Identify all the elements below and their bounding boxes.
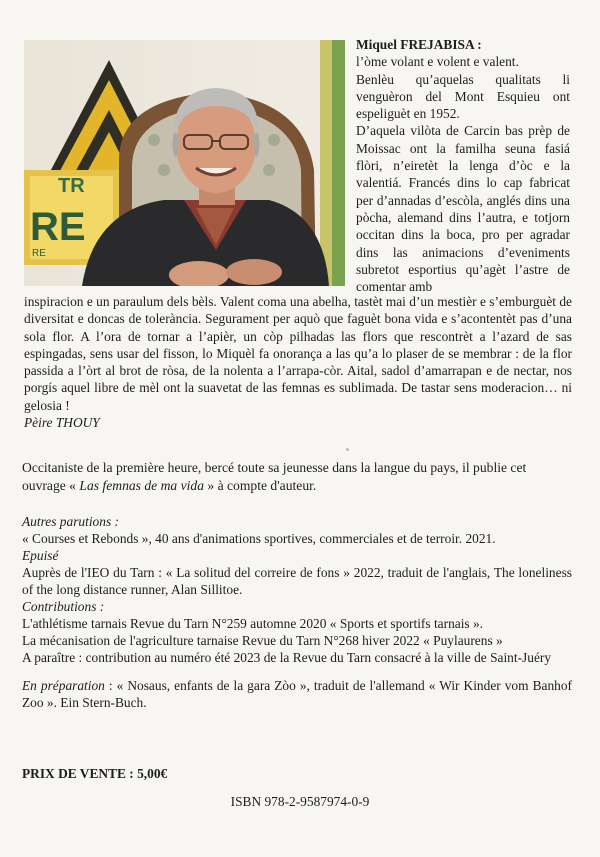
autres-label: Autres parutions : <box>22 514 119 529</box>
other-publications <box>22 513 572 711</box>
sign-letters-big: RE <box>30 205 86 249</box>
contribution-item-1: L'athlétisme tarnais Revue du Tarn N°259 automne 2020 « Sports et sportifs tarnais ». <box>22 616 484 631</box>
sign-letters-top: TR <box>58 175 85 197</box>
intro-column <box>356 36 570 295</box>
autres-item: « Courses et Rebonds », 40 ans d'animations sportives, commerciales et de terroir. 2021. <box>22 531 496 546</box>
sale-price: PRIX DE VENTE : 5,00€ <box>22 766 168 781</box>
preparation-label: En préparation <box>22 678 105 693</box>
preface-paragraph: inspiracion e un paraulum dels bèls. Valent coma una abelha, tastèt mai d’un mestièr e s’emburguèt de diversitat e doncas de tolerància. Segurament per aquò que faguèt bona vida e s’acontentèt pas d’una sola flor. A l’ora de tornar a l’apièr, un còp pilhadas las flors que rescontrèt a l’azard de sas espingadas, sens usar del fisson, lo Miquèl fa onorança a las qu’a lo plaser de se membrar : de la flor passida a l’òrt al brot de ròsa, de la nolenta a l’arrapa-còr. Aital, sadol d’amarrapan e de nectar, nos porgís aquel libre de mèl ont la suavetat de las femnas es sublimada. De tastar sens moderacion… ni gelosia ! <box>24 294 572 413</box>
preparation-item <box>22 677 572 711</box>
preface-signature: Pèire THOUY <box>24 415 100 431</box>
contribution-item-3: A paraître : contribution au numéro été 2023 de la Revue du Tarn consacré à la ville de Saint-Juéry <box>22 650 552 665</box>
author-bio <box>22 459 570 495</box>
book-title: Las femnas de ma vida <box>79 478 204 493</box>
print-speck <box>346 448 349 451</box>
author-photo <box>24 40 345 286</box>
intro-line-3: D’aquela vilòta de Carcin bas prèp de Moissac ont la familha seuna fasiá flòri, n’eiretèt la lenga d’òc e la valentiá. Francés dins lo cap fabricat per d’annadas d’escòla, anglés dins una pòcha, alemand dins l’autra, e totjorn occitan dins la boca, pro per agradar dins las animacions d’eveniments subretot esportius qu’agèt l’astre de comentar amb <box>356 123 570 295</box>
contributions-label: Contributions : <box>22 599 105 614</box>
preparation-text: : « Nosaus, enfants de la gara Zòo », traduit de l'allemand « Wir Kinder vom Banhof Zoo ». Ein Stern-Buch. <box>22 678 572 710</box>
bio-text-after: » à compte d'auteur. <box>204 478 317 493</box>
preface-continuation <box>24 293 572 431</box>
intro-line-1: l’òme volant e volent e valent. <box>356 54 519 70</box>
sign-letters-small: RE <box>32 248 46 259</box>
intro-line-2: Benlèu qu’aquelas qualitats li venguèron del Mont Esquieu ont espeliguèt en 1952. <box>356 71 570 122</box>
author-portrait-image <box>24 40 345 286</box>
bio-paragraph <box>22 459 570 495</box>
author-name: Miquel FREJABISA : <box>356 37 482 52</box>
contribution-item-2: La mécanisation de l'agriculture tarnaise Revue du Tarn N°268 hiver 2022 « Puylaurens » <box>22 633 503 648</box>
epuise-item: Auprès de l'IEO du Tarn : « La solitud del correire de fons » 2022, traduit de l'anglais, The loneliness of the long distance runner, Alan Sillitoe. <box>22 565 572 597</box>
bio-text-before: Occitaniste de la première heure, bercé toute sa jeunesse dans la langue du pays, il publie cet ouvrage « <box>22 460 527 493</box>
isbn: ISBN 978-2-9587974-0-9 <box>230 794 370 809</box>
epuise-label: Epuisé <box>22 548 59 563</box>
